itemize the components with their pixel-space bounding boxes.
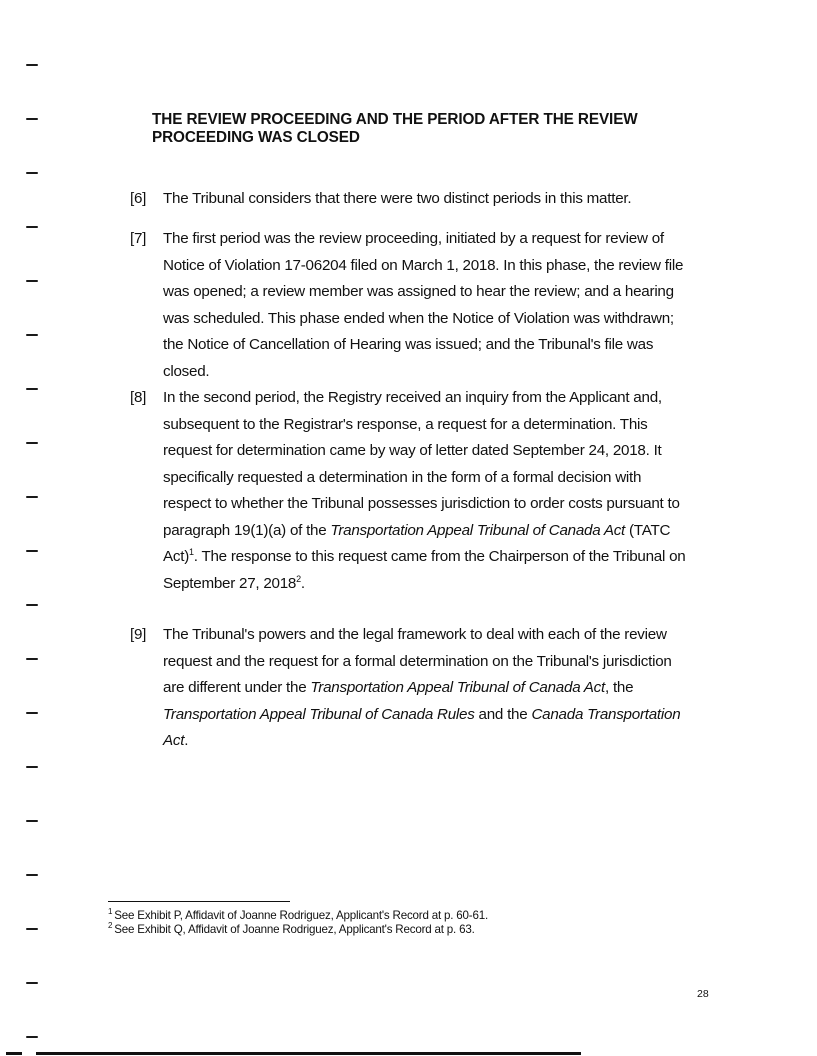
- paragraph-body: [163, 622, 690, 755]
- footnote-marker: 2: [108, 921, 113, 931]
- paragraph-number: [8]: [130, 389, 147, 406]
- footnote-reference: 1: [189, 546, 194, 557]
- margin-tick: [26, 334, 38, 336]
- margin-tick: [26, 604, 38, 606]
- text-run: The Tribunal considers that there were two distinct periods in this matter.: [163, 190, 632, 207]
- margin-tick: [26, 64, 38, 66]
- margin-tick: [26, 982, 38, 984]
- margin-tick: [26, 442, 38, 444]
- italic-title: Transportation Appeal Tribunal of Canada Act: [330, 521, 626, 539]
- text-run: .: [184, 732, 189, 749]
- margin-tick: [26, 496, 38, 498]
- text-run: The Tribunal's powers and the legal framework to deal with each of the review request and the request for a formal determination on the Tribunal's jurisdiction are different under the: [163, 626, 672, 696]
- text-run: . The response to this request came from the Chairperson of the Tribunal on September 27, 2018: [163, 548, 686, 592]
- margin-tick: [26, 226, 38, 228]
- scan-edge-line: [6, 1052, 22, 1055]
- footnote-separator: [108, 901, 290, 902]
- paragraph-6: [130, 186, 690, 213]
- paragraph-number: [6]: [130, 190, 147, 207]
- paragraph-body: [163, 385, 690, 597]
- section-heading: THE REVIEW PROCEEDING AND THE PERIOD AFTER THE REVIEW PROCEEDING WAS CLOSED: [152, 111, 638, 146]
- margin-tick: [26, 280, 38, 282]
- margin-tick: [26, 820, 38, 822]
- margin-tick: [26, 118, 38, 120]
- paragraph-7: [130, 226, 690, 385]
- italic-title: Transportation Appeal Tribunal of Canada Act: [310, 679, 605, 696]
- italic-title: Canada Transportation Act: [163, 705, 681, 749]
- text-run: and the: [474, 705, 532, 723]
- paragraph-body: [163, 186, 690, 213]
- text-run: , the: [605, 679, 634, 696]
- footnote-text: See Exhibit P, Affidavit of Joanne Rodriguez, Applicant's Record at p. 60-61.: [114, 909, 488, 922]
- footnotes: [108, 909, 628, 937]
- margin-tick: [26, 712, 38, 714]
- margin-tick: [26, 388, 38, 390]
- footnote-marker: 1: [108, 907, 113, 917]
- text-run: (TATC Act): [163, 521, 671, 565]
- text-run: The first period was the review proceeding, initiated by a request for review of Notice of Violation 17-06204 filed on March 1, 2018. In this phase, the review file was opened; a review member was assigned to hear the review; and a hearing was scheduled. This phase ended when the Notice of Violation was withdrawn; the Notice of Cancellation of Hearing was issued; and the Tribunal's file was closed.: [163, 230, 684, 380]
- footnote-1: [108, 909, 628, 923]
- italic-title: Transportation Appeal Tribunal of Canada Rules: [163, 705, 475, 723]
- paragraph-number: [9]: [130, 626, 147, 643]
- margin-tick: [26, 874, 38, 876]
- page-number: 28: [697, 988, 709, 1000]
- margin-tick: [26, 550, 38, 552]
- paragraph-9: [130, 622, 690, 755]
- paragraph-body: [163, 226, 690, 385]
- margin-tick: [26, 172, 38, 174]
- margin-tick: [26, 658, 38, 660]
- footnote-reference: 2: [296, 573, 301, 584]
- paragraph-number: [7]: [130, 230, 147, 247]
- footnote-2: [108, 923, 628, 937]
- margin-tick: [26, 1036, 38, 1038]
- footnote-text: See Exhibit Q, Affidavit of Joanne Rodriguez, Applicant's Record at p. 63.: [114, 923, 475, 936]
- margin-tick: [26, 766, 38, 768]
- text-run: .: [300, 574, 305, 592]
- text-run: In the second period, the Registry received an inquiry from the Applicant and, subsequent to the Registrar's response, a request for a determination. This request for determination came by way of letter dated September 24, 2018. It specifically requested a determination in the form of a formal decision with respect to whether the Tribunal possesses jurisdiction to order costs pursuant to paragraph 19(1)(a) of the: [163, 389, 680, 539]
- margin-tick: [26, 928, 38, 930]
- scan-edge-line: [36, 1052, 581, 1055]
- paragraph-8: [130, 385, 690, 597]
